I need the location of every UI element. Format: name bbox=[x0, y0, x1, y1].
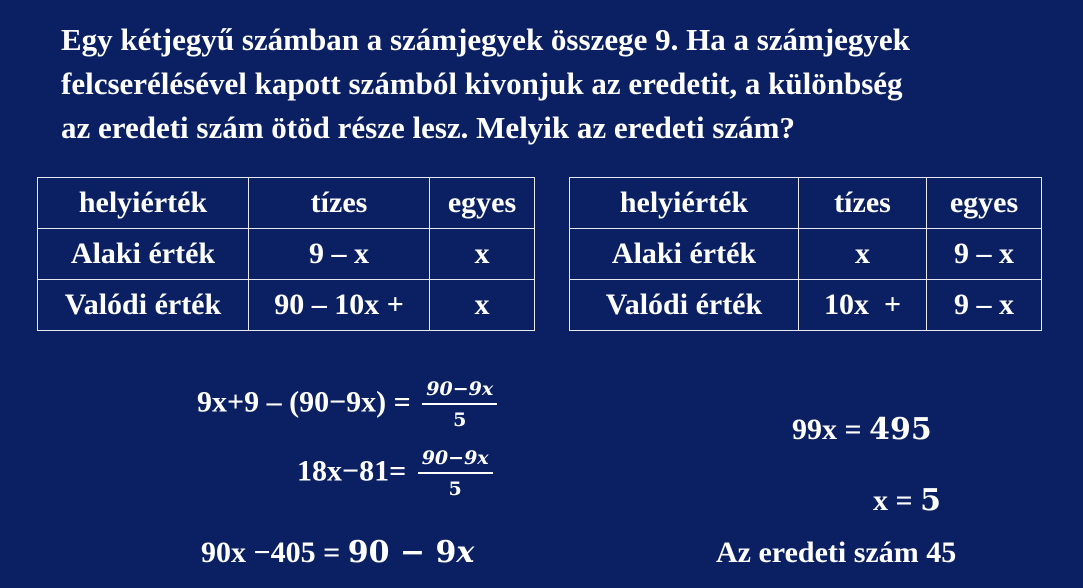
equation-1 bbox=[197, 378, 497, 431]
equation-4 bbox=[792, 412, 932, 447]
equation-5 bbox=[873, 483, 941, 518]
row-label-real-value: Valódi érték bbox=[38, 280, 249, 331]
cell-ones-real: x bbox=[430, 280, 535, 331]
equation-3-variable: x bbox=[456, 535, 475, 570]
cell-ones-face: x bbox=[430, 229, 535, 280]
cell-ones-face: 9 – x bbox=[927, 229, 1042, 280]
equation-4-rhs: 495 bbox=[869, 412, 932, 447]
fraction-numerator: 90−9x bbox=[422, 378, 497, 405]
row-label-face-value: Alaki érték bbox=[570, 229, 799, 280]
problem-statement bbox=[61, 18, 1071, 150]
table-header-row bbox=[38, 178, 535, 229]
fraction-denominator: 5 bbox=[448, 478, 462, 500]
problem-line-3: az eredeti szám ötöd része lesz. Melyik az eredeti szám? bbox=[61, 110, 795, 145]
cell-tens-real: 10x + bbox=[799, 280, 927, 331]
header-ones: egyes bbox=[430, 178, 535, 229]
header-ones: egyes bbox=[927, 178, 1042, 229]
equation-3 bbox=[201, 535, 474, 570]
problem-line-1: Egy kétjegyű számban a számjegyek összege 9. Ha a számjegyek bbox=[61, 22, 910, 57]
equation-2 bbox=[297, 447, 493, 500]
cell-tens-face: 9 – x bbox=[249, 229, 430, 280]
table-header-row bbox=[570, 178, 1042, 229]
equation-5-rhs: 5 bbox=[920, 483, 941, 518]
table-row bbox=[38, 229, 535, 280]
table-row bbox=[570, 229, 1042, 280]
equation-1-fraction bbox=[422, 378, 497, 431]
answer-text: Az eredeti szám 45 bbox=[716, 536, 957, 569]
cell-tens-real: 90 – 10x + bbox=[249, 280, 430, 331]
equation-2-fraction bbox=[418, 447, 493, 500]
place-value-table-original bbox=[37, 177, 535, 331]
table-row bbox=[570, 280, 1042, 331]
equation-4-lhs: 99x = bbox=[792, 413, 870, 446]
equation-1-lhs: 9x+9 – (90−9x) = bbox=[197, 385, 411, 419]
table-row bbox=[38, 280, 535, 331]
header-place-value: helyiérték bbox=[38, 178, 249, 229]
header-tens: tízes bbox=[249, 178, 430, 229]
equation-5-lhs: x = bbox=[873, 484, 921, 517]
equation-2-lhs: 18x−81= bbox=[297, 454, 407, 488]
problem-line-2: felcserélésével kapott számból kivonjuk az eredetit, a különbség bbox=[61, 66, 903, 101]
header-tens: tízes bbox=[799, 178, 927, 229]
fraction-numerator: 90−9x bbox=[418, 447, 493, 474]
place-value-table-swapped bbox=[569, 177, 1042, 331]
equation-3-rhs: 90 − 9 bbox=[347, 535, 457, 570]
header-place-value: helyiérték bbox=[570, 178, 799, 229]
equation-3-lhs: 90x −405 = bbox=[201, 536, 348, 569]
row-label-face-value: Alaki érték bbox=[38, 229, 249, 280]
cell-tens-face: x bbox=[799, 229, 927, 280]
cell-ones-real: 9 – x bbox=[927, 280, 1042, 331]
row-label-real-value: Valódi érték bbox=[570, 280, 799, 331]
fraction-denominator: 5 bbox=[453, 409, 467, 431]
